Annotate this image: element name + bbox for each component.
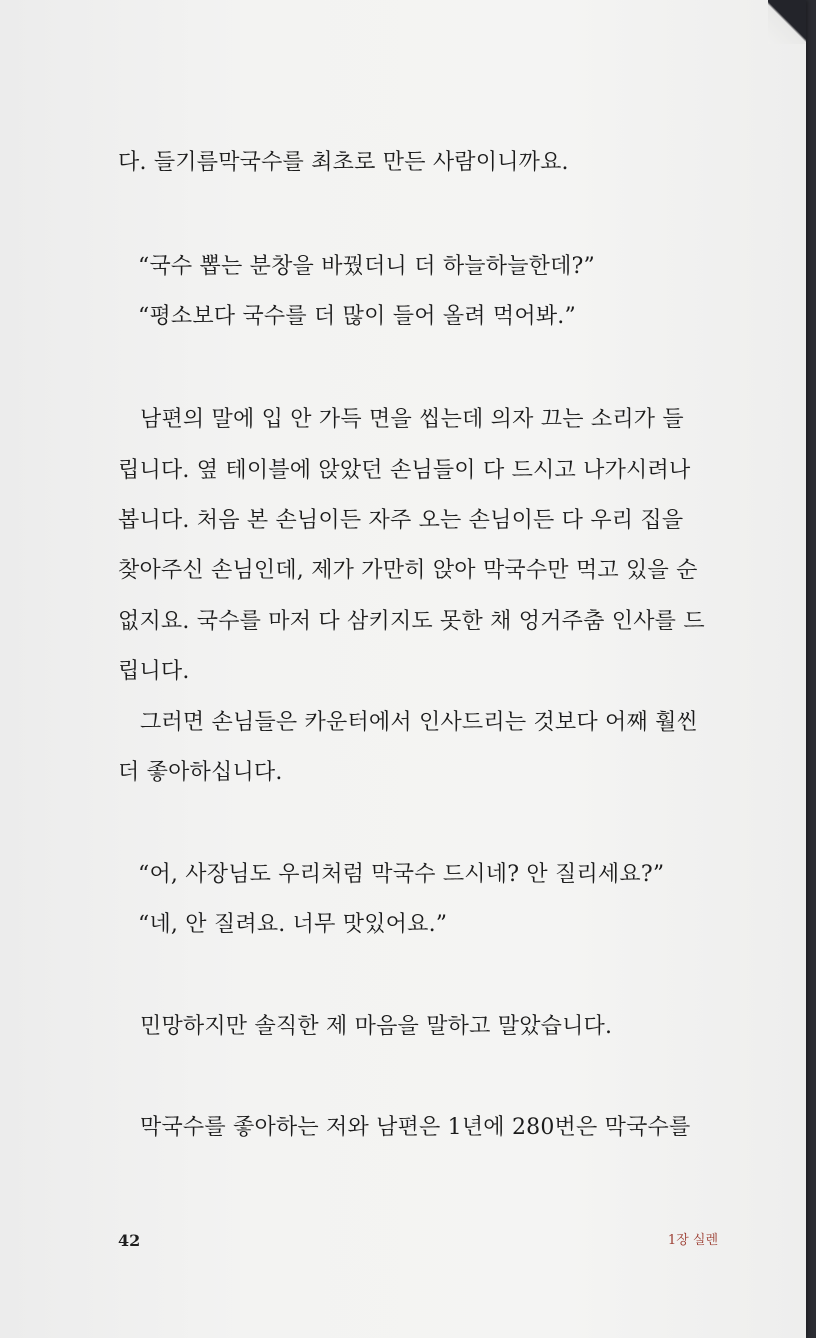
body-line-2: 남편의 말에 입 안 가득 면을 씹는데 의자 끄는 소리가 들 [140, 407, 684, 432]
body-line-5: 찾아주신 손님인데, 제가 가만히 앉아 막국수만 먹고 있을 순 [118, 558, 698, 583]
body-line-10: 민망하지만 솔직한 제 마음을 말하고 말았습니다. [140, 1014, 613, 1039]
dialogue-line-3: “어, 사장님도 우리처럼 막국수 드시네? 안 질리세요?” [138, 862, 665, 887]
body-line-9: 더 좋아하십니다. [118, 760, 283, 785]
chapter-label: 1장 실렌 [667, 1233, 718, 1248]
dialogue-line-4: “네, 안 질려요. 너무 맛있어요.” [138, 912, 448, 937]
dialogue-line-1: “국수 뽑는 분창을 바꿨더니 더 하늘하늘한데?” [138, 254, 595, 279]
body-line-6: 없지요. 국수를 마저 다 삼키지도 못한 채 엉거주춤 인사를 드 [118, 609, 705, 634]
body-line-4: 봅니다. 처음 본 손님이든 자주 오는 손님이든 다 우리 집을 [118, 508, 684, 533]
dialogue-line-2: “평소보다 국수를 더 많이 들어 올려 먹어봐.” [138, 304, 576, 329]
body-line-11: 막국수를 좋아하는 저와 남편은 1년에 280번은 막국수를 [140, 1115, 691, 1140]
body-line-7: 립니다. [118, 659, 190, 684]
body-line-3: 립니다. 옆 테이블에 앉았던 손님들이 다 드시고 나가시려나 [118, 458, 691, 483]
body-line-1: 다. 들기름막국수를 최초로 만든 사람이니까요. [118, 150, 569, 175]
page-number: 42 [118, 1231, 141, 1250]
body-line-8: 그러면 손님들은 카운터에서 인사드리는 것보다 어째 훨씬 [140, 710, 699, 735]
page-fold-corner [768, 0, 806, 44]
